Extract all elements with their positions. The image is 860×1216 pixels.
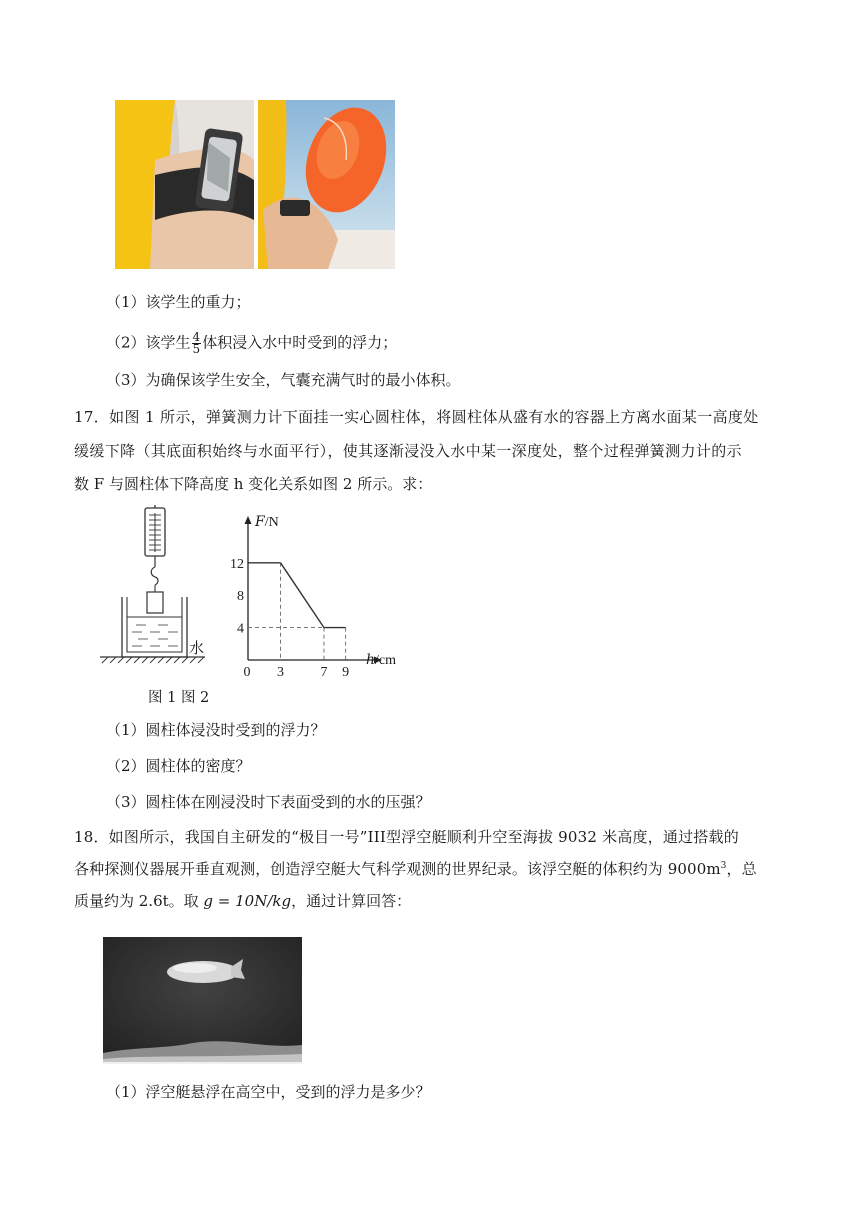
q18-line3 [74, 891, 411, 911]
q18-line3-post: ，通过计算回答： [291, 892, 412, 910]
figure-caption: 图 1 图 2 [148, 690, 210, 706]
armband-photo [115, 100, 254, 269]
cubic-superscript: 3 [720, 861, 727, 871]
chart-y-axis-label [255, 514, 279, 531]
q18-line3-pre: 质量约为 2.6t。取 [74, 892, 204, 910]
y-axis-var: F [255, 514, 265, 530]
x-tick-label: 9 [342, 665, 350, 680]
q16-sub2 [106, 332, 397, 355]
q17-line2: 缓缓下降（其底面积始终与水面平行），使其逐渐浸没入水中某一深度处，整个过程弹簧测力计的示 [74, 442, 742, 460]
q17-line3: 数 F 与圆柱体下降高度 h 变化关系如图 2 所示。求： [74, 475, 433, 493]
q18-sub1: （1）浮空艇悬浮在高空中，受到的浮力是多少？ [106, 1083, 431, 1101]
figure2-force-height-chart [224, 512, 404, 680]
x-tick-label: 3 [277, 665, 285, 680]
x-axis-unit: /cm [375, 653, 397, 668]
fraction-denominator: 5 [192, 342, 201, 356]
x-tick-label: 0 [243, 665, 251, 680]
q17-sub1: （1）圆柱体浸没时受到的浮力？ [106, 721, 326, 739]
q18-line2 [74, 856, 757, 879]
x-tick-label: 7 [320, 665, 328, 680]
q17-line1: 17．如图 1 所示，弹簧测力计下面挂一实心圆柱体，将圆柱体从盛有水的容器上方离水面某一高度处 [74, 408, 759, 426]
y-tick-label: 12 [230, 556, 244, 572]
y-axis-unit: /N [264, 515, 279, 530]
chart-x-axis-label [366, 652, 396, 669]
fraction-numerator: 4 [192, 330, 201, 344]
airbag-photo [258, 100, 395, 269]
series-segment-1 [281, 563, 324, 628]
y-tick-label: 4 [237, 621, 244, 637]
q17-sub3: （3）圆柱体在刚浸没时下表面受到的水的压强？ [106, 793, 431, 811]
y-tick-label: 8 [237, 589, 244, 605]
q16-sub2-pre: （2）该学生 [106, 333, 191, 352]
q16-sub1: （1）该学生的重力； [106, 293, 251, 311]
y-axis-arrow [245, 516, 252, 524]
airship-photo [103, 937, 302, 1064]
q16-sub2-post: 体积浸入水中时受到的浮力； [202, 333, 398, 352]
x-axis-var: h [366, 652, 376, 668]
q16-sub3: （3）为确保该学生安全，气囊充满气时的最小体积。 [106, 371, 461, 389]
q18-line2-end: ，总 [726, 860, 757, 878]
q18-line1: 18．如图所示，我国自主研发的“极目一号”III型浮空艇顺利升空至海拔 9032 米高度，通过搭载的 [74, 828, 739, 846]
gravity-formula: g = 10N/kg [203, 892, 292, 910]
q18-line2-text: 各种探测仪器展开垂直观测，创造浮空艇大气科学观测的世界纪录。该浮空艇的体积约为 9000m [74, 860, 721, 878]
water-label: 水 [189, 639, 205, 657]
fraction-four-fifths [192, 332, 202, 355]
q17-sub2: （2）圆柱体的密度？ [106, 757, 251, 775]
